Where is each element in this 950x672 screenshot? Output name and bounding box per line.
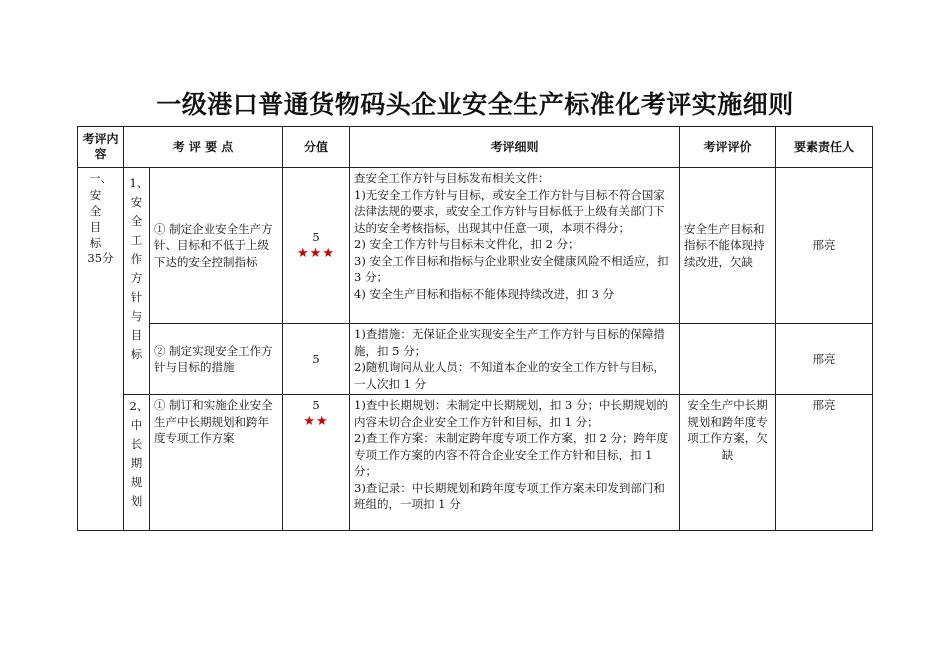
point-cell: ① 制订和实施企业安全生产中长期规划和跨年度专项工作方案 bbox=[150, 395, 283, 531]
document-title: 一级港口普通货物码头企业安全生产标准化考评实施细则 bbox=[156, 90, 794, 119]
evaluation-cell: 安全生产目标和指标不能体现持续改进，欠缺 bbox=[680, 168, 776, 324]
owner-cell: 邢亮 bbox=[776, 395, 873, 531]
header-evaluation: 考评评价 bbox=[680, 127, 776, 168]
score-cell bbox=[283, 324, 350, 395]
evaluation-cell: 安全生产中长期规划和跨年度专项工作方案，欠缺 bbox=[680, 395, 776, 531]
evaluation-cell bbox=[680, 324, 776, 395]
detail-line: 2)随机询问从业人员：不知道本企业的安全工作方针与目标，一人次扣 1 分 bbox=[354, 360, 665, 391]
table-row bbox=[78, 324, 873, 395]
header-content: 考评内容 bbox=[78, 127, 124, 168]
score-cell bbox=[283, 168, 350, 324]
detail-line: 1)查措施：无保证企业实现安全生产工作方针与目标的保障措施，扣 5 分； bbox=[354, 327, 665, 358]
detail-line: 3) 安全工作目标和指标与企业职业安全健康风险不相适应，扣 3 分； bbox=[354, 253, 669, 284]
table-header-row bbox=[78, 127, 873, 168]
group-cell bbox=[124, 168, 150, 395]
section-cell bbox=[78, 168, 124, 531]
point-cell: ② 制定实现安全工作方针与目标的措施 bbox=[150, 324, 283, 395]
group-cell bbox=[124, 395, 150, 531]
score-cell bbox=[283, 395, 350, 531]
detail-line: 查安全工作方针与目标发布相关文件： bbox=[354, 171, 550, 185]
score-value: 5 bbox=[312, 398, 320, 412]
detail-line: 3)查记录：中长期规划和跨年度专项工作方案未印发到部门和班组的，一项扣 1 分 bbox=[354, 480, 665, 511]
owner-cell: 邢亮 bbox=[776, 324, 873, 395]
importance-stars: ★★★ bbox=[297, 245, 335, 261]
owner-cell: 邢亮 bbox=[776, 168, 873, 324]
header-score: 分值 bbox=[283, 127, 350, 168]
detail-line: 2) 安全工作方针与目标未文件化，扣 2 分； bbox=[354, 237, 580, 251]
header-owner: 要素责任人 bbox=[776, 127, 873, 168]
table-row bbox=[78, 395, 873, 531]
detail-line: 2)查工作方案：未制定跨年度专项工作方案，扣 2 分；跨年度专项工作方案的内容不符合企业安全工作方针和目标，扣 1 分； bbox=[354, 431, 668, 478]
group-label: 2、中长期规划 bbox=[129, 399, 149, 508]
section-number: 一、 bbox=[89, 171, 112, 185]
header-points: 考 评 要 点 bbox=[124, 127, 283, 168]
header-details: 考评细则 bbox=[350, 127, 680, 168]
section-label: 安全目标 bbox=[89, 187, 112, 250]
detail-line: 1)无安全工作方针与目标，或安全工作方针与目标不符合国家法律法规的要求，或安全工作方针与目标低于上级有关部门下达的安全考核指标，出现其中任意一项，本项不得分； bbox=[354, 187, 665, 235]
section-score: 35分 bbox=[87, 250, 114, 265]
table-row bbox=[78, 168, 873, 324]
details-cell bbox=[350, 168, 680, 324]
detail-line: 4) 安全生产目标和指标不能体现持续改进，扣 3 分 bbox=[354, 286, 615, 301]
score-value: 5 bbox=[312, 351, 320, 366]
group-label: 1、安全工作方针与目标 bbox=[129, 176, 149, 361]
importance-stars: ★★ bbox=[303, 413, 329, 429]
score-value: 5 bbox=[312, 230, 320, 245]
detail-line: 1)查中长期规划：未制定中长期规划，扣 3 分；中长期规划的内容未切合企业安全工作方针和目标，扣 1 分； bbox=[354, 398, 668, 429]
point-cell: ① 制定企业安全生产方针、目标和不低于上级下达的安全控制指标 bbox=[150, 168, 283, 324]
details-cell bbox=[350, 395, 680, 531]
evaluation-table bbox=[77, 126, 873, 531]
details-cell bbox=[350, 324, 680, 395]
